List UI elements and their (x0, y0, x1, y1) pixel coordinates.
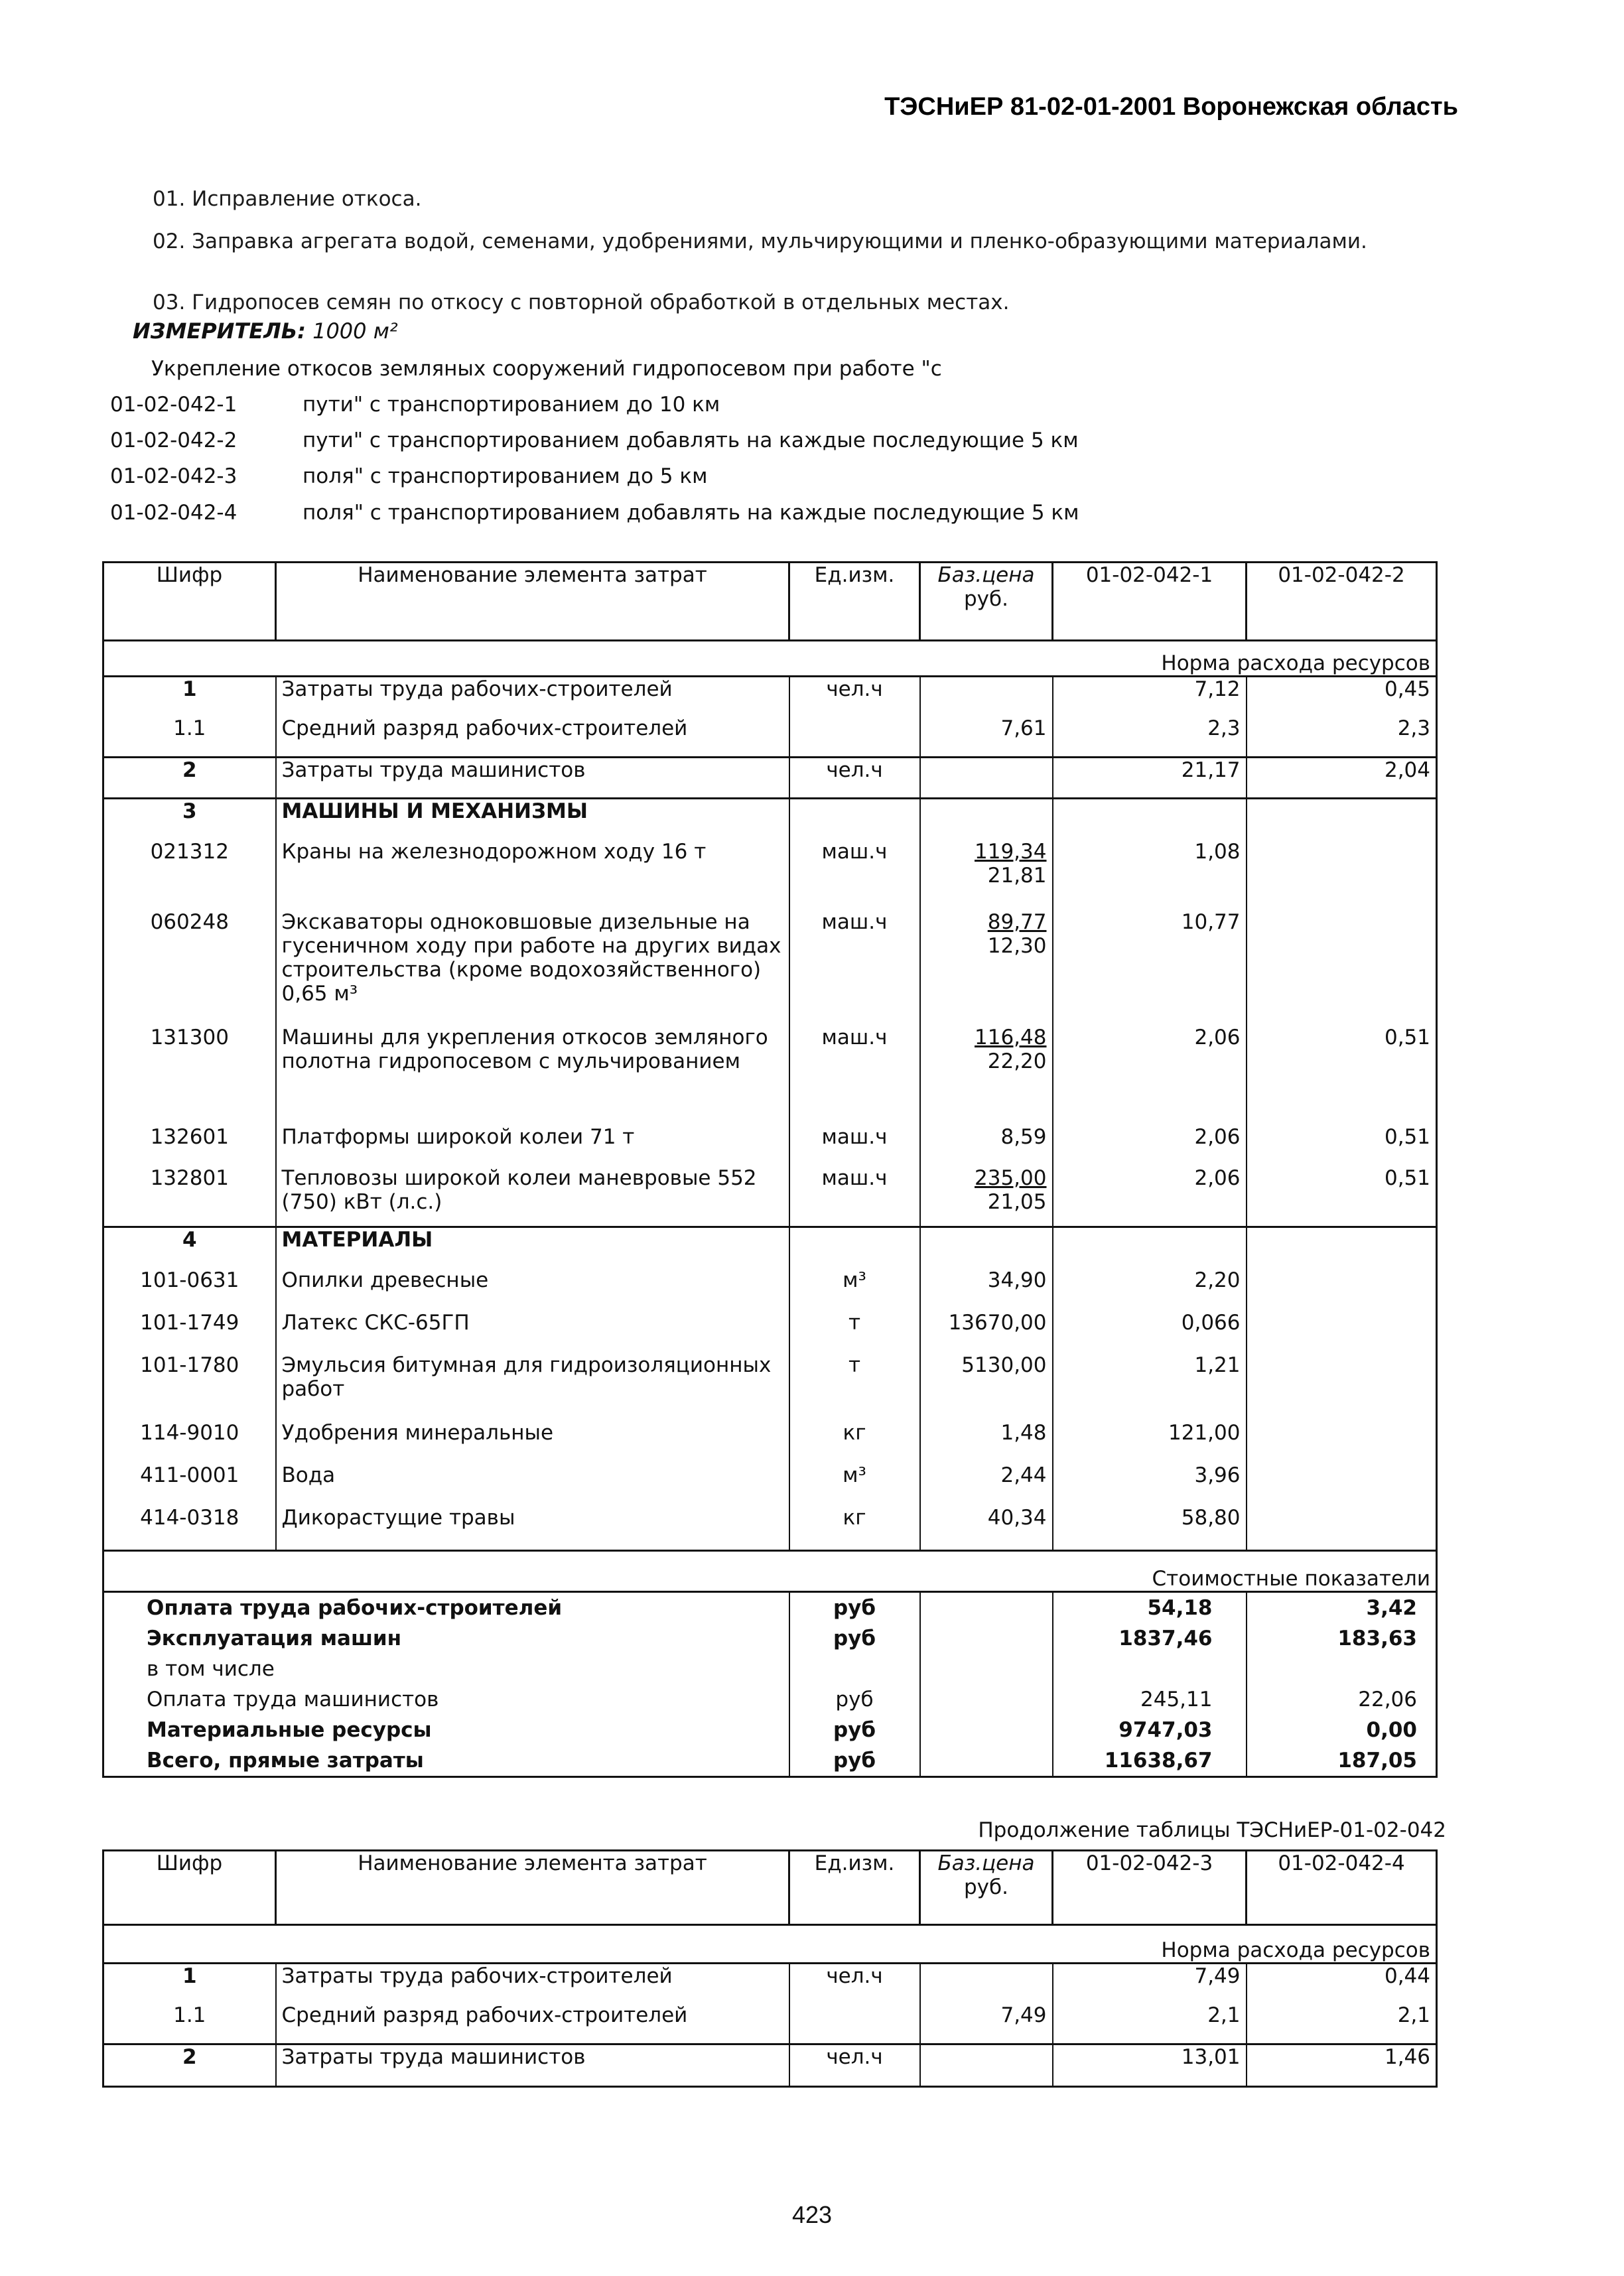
variant-text: пути" с транспортированием до 10 км (303, 393, 720, 417)
composition-item-1: 01. Исправление откоса. (153, 187, 422, 211)
cost-row: Оплата труда рабочих-строителей руб 54,18 3,42 (103, 1592, 1437, 1624)
table-row: 1 Затраты труда рабочих-строителей чел.ч 7,49 0,44 (103, 1964, 1437, 2003)
table-row: 1.1 Средний разряд рабочих-строителей 7,61 2,3 2,3 (103, 716, 1437, 758)
table-header-row (103, 1851, 1437, 1925)
composition-item-3: 03. Гидропосев семян по откосу с повторной обработкой в отдельных местах. (153, 291, 1010, 314)
table-row: 414-0318 Дикорастущие травы кг 40,34 58,80 (103, 1506, 1437, 1551)
table-row: 1.1 Средний разряд рабочих-строителей 7,49 2,1 2,1 (103, 2003, 1437, 2044)
variant-row (110, 429, 1079, 452)
header-unit: Ед.изм. (789, 1851, 920, 1925)
section-header-row: 4 МАТЕРИАЛЫ (103, 1227, 1437, 1268)
variant-text: пути" с транспортированием добавлять на каждые последующие 5 км (303, 429, 1079, 452)
measure-line (133, 318, 398, 344)
variant-row (110, 464, 707, 488)
document-title: ТЭСНиЕР 81-02-01-2001 Воронежская область (884, 93, 1458, 121)
header-price: Баз.цена руб. (920, 1851, 1053, 1925)
header-price: Баз.цена руб. (920, 563, 1053, 641)
table-row: 2 Затраты труда машинистов чел.ч 13,01 1,46 (103, 2044, 1437, 2087)
section-description: Укрепление откосов земляных сооружений гидропосевом при работе "с (151, 357, 942, 381)
variant-text: поля" с транспортированием добавлять на каждые последующие 5 км (303, 501, 1079, 525)
norm-label-row: Норма расхода ресурсов (103, 641, 1437, 677)
header-col-a: 01-02-042-1 (1053, 563, 1247, 641)
page-number: 423 (791, 2201, 833, 2228)
table-header-row (103, 563, 1437, 641)
variant-row (110, 501, 1079, 525)
cost-row: Эксплуатация машин руб 1837,46 183,63 (103, 1623, 1437, 1654)
table-row: 101-0631 Опилки древесные м³ 34,90 2,20 (103, 1268, 1437, 1311)
header-code: Шифр (103, 1851, 276, 1925)
table-row: 2 Затраты труда машинистов чел.ч 21,17 2,04 (103, 758, 1437, 799)
cost-row: в том числе (103, 1654, 1437, 1684)
header-col-b: 01-02-042-4 (1247, 1851, 1437, 1925)
cost-row: Материальные ресурсы руб 9747,03 0,00 (103, 1715, 1437, 1745)
variant-code: 01-02-042-3 (110, 464, 237, 488)
header-col-b: 01-02-042-2 (1247, 563, 1437, 641)
header-name: Наименование элемента затрат (276, 563, 789, 641)
measure-value: 1000 м² (312, 318, 398, 344)
continuation-caption: Продолжение таблицы ТЭСНиЕР-01-02-042 (978, 1818, 1446, 1842)
table-row: 114-9010 Удобрения минеральные кг 1,48 121,00 (103, 1421, 1437, 1463)
cost-row: Оплата труда машинистов руб 245,11 22,06 (103, 1684, 1437, 1715)
table-row: 021312 Краны на железнодорожном ходу 16 т маш.ч 119,34 21,81 1,08 (103, 840, 1437, 910)
table-row: 411-0001 Вода м³ 2,44 3,96 (103, 1463, 1437, 1506)
header-name: Наименование элемента затрат (276, 1851, 789, 1925)
variant-code: 01-02-042-2 (110, 429, 237, 452)
cost-row: Всего, прямые затраты руб 11638,67 187,05 (103, 1745, 1437, 1777)
variant-row (110, 393, 720, 417)
variant-code: 01-02-042-4 (110, 501, 237, 525)
table-row: 131300 Машины для укрепления откосов земляного полотна гидропосевом с мульчированием маш.ч 116,48 22,20 2,06 0,51 (103, 1026, 1437, 1125)
header-code: Шифр (103, 563, 276, 641)
resource-table-1 (102, 561, 1438, 1778)
header-unit: Ед.изм. (789, 563, 920, 641)
table-row: 132601 Платформы широкой колеи 71 т маш.ч 8,59 2,06 0,51 (103, 1125, 1437, 1166)
table-row: 101-1749 Латекс СКС-65ГП т 13670,00 0,066 (103, 1311, 1437, 1353)
variant-text: поля" с транспортированием до 5 км (303, 464, 708, 488)
norm-label-row: Норма расхода ресурсов (103, 1925, 1437, 1964)
measure-label: ИЗМЕРИТЕЛЬ: (133, 318, 306, 344)
cost-label-row: Стоимостные показатели (103, 1551, 1437, 1592)
header-col-a: 01-02-042-3 (1053, 1851, 1247, 1925)
table-row: 132801 Тепловозы широкой колеи маневровые 552 (750) кВт (л.с.) маш.ч 235,00 21,05 2,06 0,51 (103, 1166, 1437, 1227)
variant-code: 01-02-042-1 (110, 393, 237, 417)
resource-table-2 (102, 1849, 1438, 2088)
table-row: 060248 Экскаваторы одноковшовые дизельные на гусеничном ходу при работе на других видах строительства (кроме водохозяйственного) 0,65 м³ маш.ч 89,77 12,30 10,77 (103, 910, 1437, 1026)
section-header-row: 3 МАШИНЫ И МЕХАНИЗМЫ (103, 799, 1437, 840)
composition-item-2: 02. Заправка агрегата водой, семенами, удобрениями, мульчирующими и пленко-образующими материалами. (153, 230, 1367, 253)
table-row: 101-1780 Эмульсия битумная для гидроизоляционных работ т 5130,00 1,21 (103, 1353, 1437, 1421)
table-row: 1 Затраты труда рабочих-строителей чел.ч 7,12 0,45 (103, 677, 1437, 716)
